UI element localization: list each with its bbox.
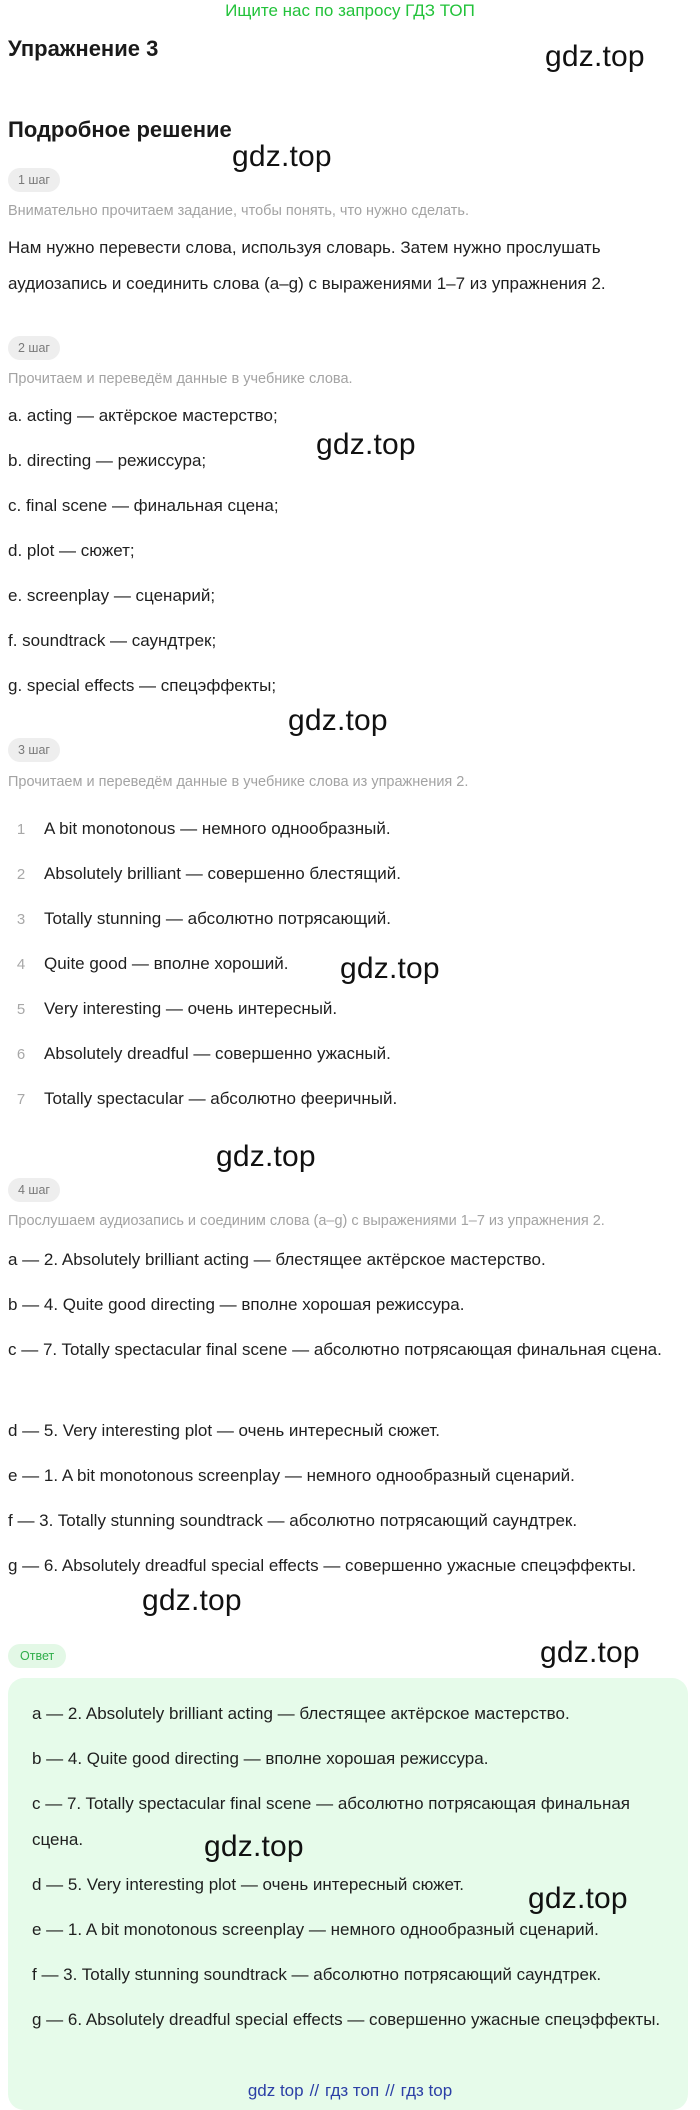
- matching-pair: b — 4. Quite good directing — вполне хорошая режиссура.: [8, 1295, 465, 1314]
- word-translation: c. final scene — финальная сцена;: [8, 496, 279, 515]
- matching-pair: g — 6. Absolutely dreadful special effects — совершенно ужасные спецэффекты.: [8, 1556, 637, 1575]
- footer-separator: //: [309, 2081, 320, 2100]
- expression-text: Totally spectacular — абсолютно фееричный.: [44, 1089, 398, 1108]
- watermark: gdz.top: [216, 1140, 316, 1173]
- matching-pair: a — 2. Absolutely brilliant acting — блестящее актёрское мастерство.: [8, 1250, 546, 1269]
- expression-text: Very interesting — очень интересный.: [44, 999, 338, 1018]
- expression-text: Absolutely dreadful — совершенно ужасный.: [44, 1044, 391, 1063]
- expression-text: Quite good — вполне хороший.: [44, 954, 289, 973]
- step-hint-2: Прочитаем и переведём данные в учебнике слова.: [8, 371, 353, 387]
- item-number: 5: [16, 1001, 26, 1018]
- step-badge-1: 1 шаг: [8, 168, 60, 192]
- expression-item: [8, 861, 401, 887]
- answer-pair: a — 2. Absolutely brilliant acting — блестящее актёрское мастерство.: [32, 1704, 570, 1723]
- word-translation: g. special effects — спецэффекты;: [8, 676, 277, 695]
- watermark: gdz.top: [540, 1636, 640, 1669]
- answer-pair: d — 5. Very interesting plot — очень интересный сюжет.: [32, 1875, 465, 1894]
- step-text-1: Нам нужно перевести слова, используя словарь. Затем нужно прослушать аудиозапись и соединить слова (a–g) с выражениями 1–7 из упражнения 2.: [8, 238, 606, 293]
- item-number: 3: [16, 911, 26, 928]
- watermark: gdz.top: [528, 1882, 628, 1915]
- expression-item: [8, 951, 288, 977]
- step-hint-1: Внимательно прочитаем задание, чтобы понять, что нужно сделать.: [8, 203, 470, 219]
- item-number: 6: [16, 1046, 26, 1063]
- step-badge-2: 2 шаг: [8, 336, 60, 360]
- item-number: 2: [16, 866, 26, 883]
- expression-item: [8, 816, 391, 842]
- footer-link[interactable]: gdz top: [247, 2081, 304, 2100]
- answer-pair: g — 6. Absolutely dreadful special effects — совершенно ужасные спецэффекты.: [32, 2010, 661, 2029]
- watermark: gdz.top: [340, 952, 440, 985]
- word-translation: f. soundtrack — саундтрек;: [8, 631, 217, 650]
- expression-item: [8, 1086, 397, 1112]
- watermark: gdz.top: [288, 704, 388, 737]
- answer-pair: b — 4. Quite good directing — вполне хорошая режиссура.: [32, 1749, 489, 1768]
- item-number: 7: [16, 1091, 26, 1108]
- watermark: gdz.top: [316, 428, 416, 461]
- watermark: gdz.top: [232, 140, 332, 173]
- item-number: 4: [16, 956, 26, 973]
- answer-pair: c — 7. Totally spectacular final scene — абсолютно потрясающая финальная сцена.: [32, 1794, 631, 1849]
- matching-pair: e — 1. A bit monotonous screenplay — немного однообразный сценарий.: [8, 1466, 575, 1485]
- step-badge-3: 3 шаг: [8, 738, 60, 762]
- step-badge-4: 4 шаг: [8, 1178, 60, 1202]
- expression-item: [8, 1041, 391, 1067]
- watermark: gdz.top: [142, 1584, 242, 1617]
- word-translation: d. plot — сюжет;: [8, 541, 135, 560]
- watermark: gdz.top: [545, 40, 645, 73]
- footer-links: [0, 2081, 700, 2101]
- matching-pair: d — 5. Very interesting plot — очень интересный сюжет.: [8, 1421, 441, 1440]
- expression-item: [8, 996, 337, 1022]
- expression-text: Absolutely brilliant — совершенно блестящий.: [44, 864, 401, 883]
- word-translation: b. directing — режиссура;: [8, 451, 207, 470]
- answer-pair: f — 3. Totally stunning soundtrack — абсолютно потрясающий саундтрек.: [32, 1965, 602, 1984]
- top-search-banner: Ищите нас по запросу ГДЗ ТОП: [225, 1, 475, 20]
- expression-text: A bit monotonous — немного однообразный.: [44, 819, 391, 838]
- answer-badge: Ответ: [8, 1644, 66, 1668]
- exercise-title: Упражнение 3: [8, 36, 159, 61]
- expression-text: Totally stunning — абсолютно потрясающий.: [44, 909, 391, 928]
- footer-separator: //: [385, 2081, 395, 2100]
- solution-heading: Подробное решение: [8, 117, 232, 142]
- matching-pair: c — 7. Totally spectacular final scene — абсолютно потрясающая финальная сцена.: [8, 1340, 662, 1359]
- word-translation: a. acting — актёрское мастерство;: [8, 406, 278, 425]
- watermark: gdz.top: [204, 1830, 304, 1863]
- footer-link[interactable]: гдз топ: [325, 2081, 380, 2100]
- matching-pair: f — 3. Totally stunning soundtrack — абсолютно потрясающий саундтрек.: [8, 1511, 578, 1530]
- step-hint-4: Прослушаем аудиозапись и соединим слова (a–g) с выражениями 1–7 из упражнения 2.: [8, 1213, 605, 1229]
- expression-item: [8, 906, 391, 932]
- word-translation: e. screenplay — сценарий;: [8, 586, 216, 605]
- answer-pair: e — 1. A bit monotonous screenplay — немного однообразный сценарий.: [32, 1920, 599, 1939]
- footer-link[interactable]: гдз top: [400, 2081, 453, 2100]
- item-number: 1: [16, 821, 26, 838]
- step-hint-3: Прочитаем и переведём данные в учебнике слова из упражнения 2.: [8, 774, 469, 790]
